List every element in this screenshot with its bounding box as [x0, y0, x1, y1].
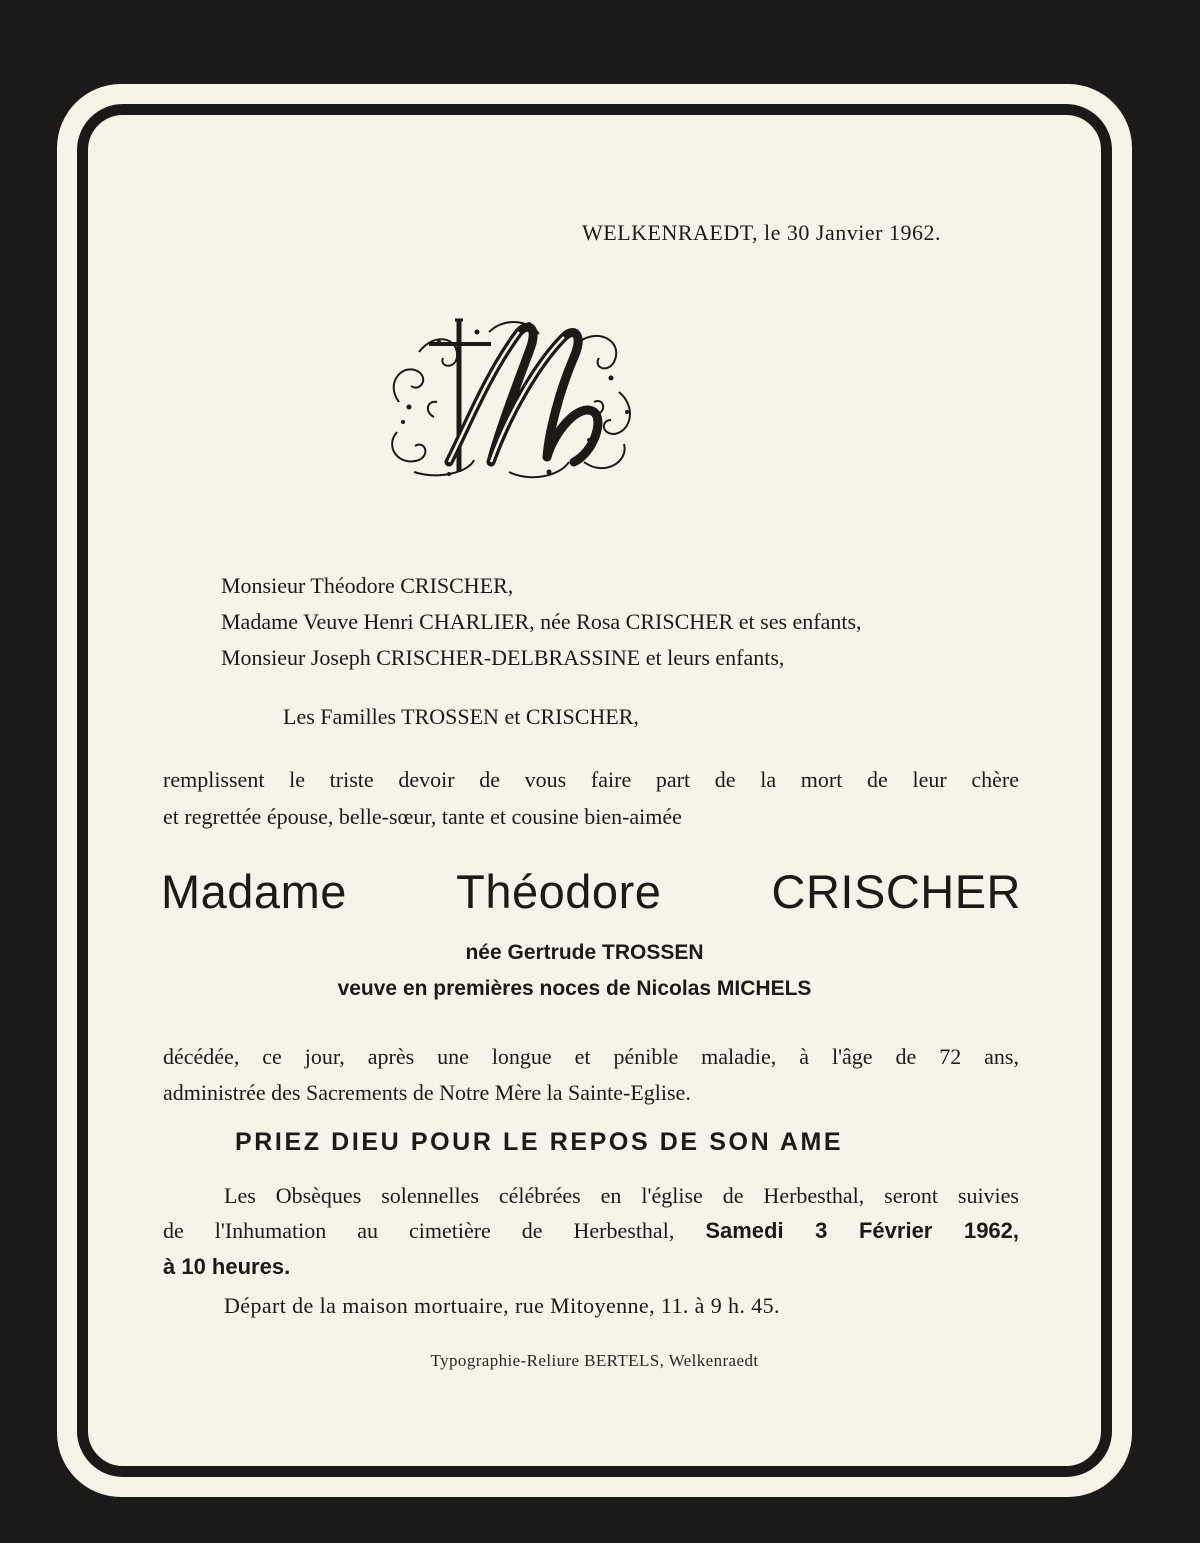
- family-line-2: Madame Veuve Henri CHARLIER, née Rosa CRISCHER et ses enfants,: [221, 609, 862, 634]
- prayer-heading: PRIEZ DIEU POUR LE REPOS DE SON AME: [235, 1128, 844, 1156]
- family-line-1: Monsieur Théodore CRISCHER,: [221, 573, 514, 598]
- funeral-date: Samedi 3 Février 1962,: [705, 1218, 1019, 1243]
- funeral-line-3: à 10 heures.: [163, 1254, 291, 1279]
- funeral-line-2-text: de l'Inhumation au cimetière de Herbesthal,: [163, 1218, 675, 1243]
- announcement-line-1: remplissent le triste devoir de vous faire part de la mort de leur chère: [163, 767, 1019, 792]
- death-notice-card: [57, 84, 1132, 1497]
- maiden-name: née Gertrude TROSSEN: [465, 941, 704, 964]
- deceased-name: Madame Théodore CRISCHER: [161, 865, 1021, 918]
- funeral-line-2: [163, 1218, 1019, 1244]
- death-line-2: administrée des Sacrements de Notre Mère la Sainte-Eglise.: [163, 1080, 691, 1105]
- family-line-3: Monsieur Joseph CRISCHER-DELBRASSINE et leurs enfants,: [221, 645, 785, 670]
- ornate-m-monogram-with-cross-icon: [379, 312, 639, 482]
- widow-of: veuve en premières noces de Nicolas MICHELS: [337, 977, 812, 1000]
- family-line-4: Les Familles TROSSEN et CRISCHER,: [283, 704, 639, 729]
- date-line: WELKENRAEDT, le 30 Janvier 1962.: [582, 220, 941, 245]
- funeral-line-1: Les Obsèques solennelles célébrées en l'église de Herbesthal, seront suivies: [224, 1183, 1019, 1208]
- announcement-line-2: et regrettée épouse, belle-sœur, tante et cousine bien-aimée: [163, 804, 682, 829]
- printer-credit: Typographie-Reliure BERTELS, Welkenraedt: [430, 1351, 759, 1370]
- departure-line: Départ de la maison mortuaire, rue Mitoyenne, 11. à 9 h. 45.: [224, 1293, 780, 1318]
- death-line-1: décédée, ce jour, après une longue et pénible maladie, à l'âge de 72 ans,: [163, 1044, 1019, 1069]
